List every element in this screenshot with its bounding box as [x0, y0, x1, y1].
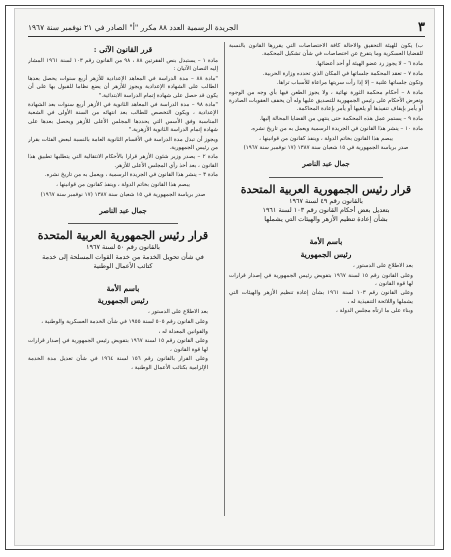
article: مادة ١ – يستبدل بنص الفقرتين ٨٨ ، ٩٨ من القانون رقم ١٠٣ لسنة ١٩٦١ المشار إليه النصان الآتيان : [28, 58, 218, 73]
in-the-name-heading: باسم الأمة [309, 237, 343, 247]
signature: جمال عبد الناصر [99, 206, 147, 215]
decree-subject: في شأن تحويل الخدمة من خدمة القوات المسلحة إلى خدمة [42, 252, 204, 261]
divider [269, 177, 383, 178]
decree-title: قرار رئيس الجمهورية العربية المتحدة [240, 182, 412, 196]
article: مادة ٢ – يصدر وزير شئون الأزهر قرارا بالأحكام الانتقالية التي يتطلبها تطبيق هذا القانون ، بعد أخذ رأي المجلس الأعلى للأزهر. [28, 154, 218, 169]
decree-subject: بتعديل بعض أحكام القانون رقم ١٠٣ لسنة ١٩٦١ [262, 206, 390, 215]
president-heading: رئيس الجمهورية [300, 249, 352, 259]
decree-number: بالقانون رقم ٤٩ لسنة ١٩٦٧ [289, 196, 363, 205]
paragraph: مادة ٨ – أحكام محكمة الثورة نهائية ، ولا يجوز الطعن فيها بأي وجه من الوجوه وتعرض الأحكام على رئيس الجمهورية للتصديق عليها وله أن يخفف العقوبات الصادرة أو يأمر بإيقاف تنفيذها أو يلغيها أو يأمر بإعادة المحاكمة. [229, 90, 423, 113]
president-heading: رئيس الجمهورية [97, 296, 149, 306]
article: "مادة ٨٨ – مدة الدراسة في المعاهد الإعدادية للأزهر أربع سنوات يحصل بعدها الطالب على الشهادة الإعدادية ويجوز للأزهر أن يضع نظاما للقبول بها على أن يكون قد حصل على شهادة إتمام الدراسة الابتدائية." [28, 76, 218, 99]
decree-subject: كتائب الأعمال الوطنية [93, 261, 153, 270]
paragraph: مادة ١٠ – ينشر هذا القانون في الجريدة الرسمية ويعمل به من تاريخ نشره. [250, 125, 423, 132]
in-the-name-heading: باسم الأمة [106, 283, 140, 293]
paragraph: يبصم هذا القانون بخاتم الدولة ، وينفذ كقانون من قوانينها ، [259, 135, 393, 142]
paragraph: مادة ٩ – يستمر عمل هذه المحكمة حتى ينتهي من القضايا المحالة إليها. [259, 116, 423, 123]
decree-subject: بشأن إعادة تنظيم الأزهر والهيئات التي يشملها [264, 215, 388, 224]
recital: والقوانين المعدلة له ، [158, 328, 208, 335]
recital: وبناء على ما ارتآه مجلس الدولة ، [336, 308, 413, 315]
paragraph: ب) يكون للهيئة التحقيق والاحالة كافة الاختصاصات التي يقررها القانون بالنسبة للقضايا العسكرية وما يتفرع عن اختصاصات في شأن تشكيل المحكمة. [229, 43, 423, 58]
recital: وعلى القانون رقم ١٥ لسنة ١٩٦٧ بتفويض رئيس الجمهورية في إصدار قرارات لها قوة القانون ، [28, 338, 208, 353]
paragraph: وتكون جلساتها علنية – إلا إذا رأت سريتها مراعاة للأسباب تراها. [276, 80, 423, 87]
paragraph: صدر برياسة الجمهورية في ١٥ شعبان سنة ١٣٨٧ (١٧ نوفمبر سنة ١٩٦٧) [243, 145, 409, 152]
recital: بعد الاطلاع على الدستور ، [353, 262, 413, 269]
recital: وعلى القانون رقم ١٥ لسنة ١٩٦٧ بتفويض رئيس الجمهورية في إصدار قرارات لها قوة القانون ، [229, 272, 413, 287]
page-header [28, 18, 425, 37]
article: صدر برياسة الجمهورية في ١٥ شعبان سنة ١٣٨٧ (١٧ نوفمبر سنة ١٩٦٧) [40, 191, 206, 198]
paragraph: مادة ٧ – تعقد المحكمة جلساتها في المكان الذي تحدده وزارة الحربية. [262, 70, 423, 77]
paragraph: مادة ٦ – لا يجوز رد عضو الهيئة أو أحد أعضائها. [315, 60, 423, 67]
article: يبصم هذا القانون بخاتم الدولة ، وينفذ كقانون من قوانينها ، [56, 182, 190, 189]
article: "مادة ٩٨ – مدة الدراسة في المعاهد الثانوية في الأزهر أربع سنوات بعد الشهادة الإعدادية ، ويكون التخصص للطالب بعد انتهائه من السنة الأولى في الشعبة المناسبة وفق الأسس التي يحددها المجلس الأعلى للأزهر ويحصل بعدها على شهادة إتمام الدراسة الثانوية الأزهرية." [28, 102, 218, 133]
page-number: ٣ [418, 19, 425, 35]
signature: جمال عبد الناصر [302, 160, 350, 169]
recital: وعلى القرار بالقانون رقم ١٥٦ لسنة ١٩٦٤ في شأن تعديل مدة الخدمة الإلزامية بكتائب الأعمال الوطنية ، [28, 356, 208, 371]
column-divider [224, 42, 225, 516]
divider [68, 223, 178, 224]
gazette-page [14, 8, 435, 546]
gazette-issue-line: الجريدة الرسمية العدد ٨٨ مكرر "أ" الصادر في ٢١ نوفمبر سنة ١٩٦٧ [28, 22, 239, 32]
right-column [229, 42, 423, 534]
left-column [28, 42, 218, 534]
article: ويجوز أن تبدل مدة الدراسة في الأقسام الثانوية العامة بالنسبة لبعض الفئات بقرار من رئيس الجمهورية. [28, 136, 218, 151]
decree-number: بالقانون رقم ٥٠ لسنة ١٩٦٧ [86, 243, 160, 252]
recital: وعلى القانون رقم ٥٠٥ لسنة ١٩٥٥ في شأن الخدمة العسكرية والوطنية ، [41, 319, 208, 326]
law-intro: قرر القانون الآتى : [93, 45, 153, 54]
recital: وعلى القانون رقم ١٠٣ لسنة ١٩٦١ بشأن إعادة تنظيم الأزهر والهيئات التي يشملها واللائحة التنفيذية له ، [229, 290, 413, 305]
recital: بعد الاطلاع على الدستور ، [148, 309, 208, 316]
article: مادة ٣ – ينشر هذا القانون في الجريدة الرسمية ، ويعمل به من تاريخ نشره. [44, 172, 218, 179]
decree-title: قرار رئيس الجمهورية العربية المتحدة [37, 229, 209, 243]
